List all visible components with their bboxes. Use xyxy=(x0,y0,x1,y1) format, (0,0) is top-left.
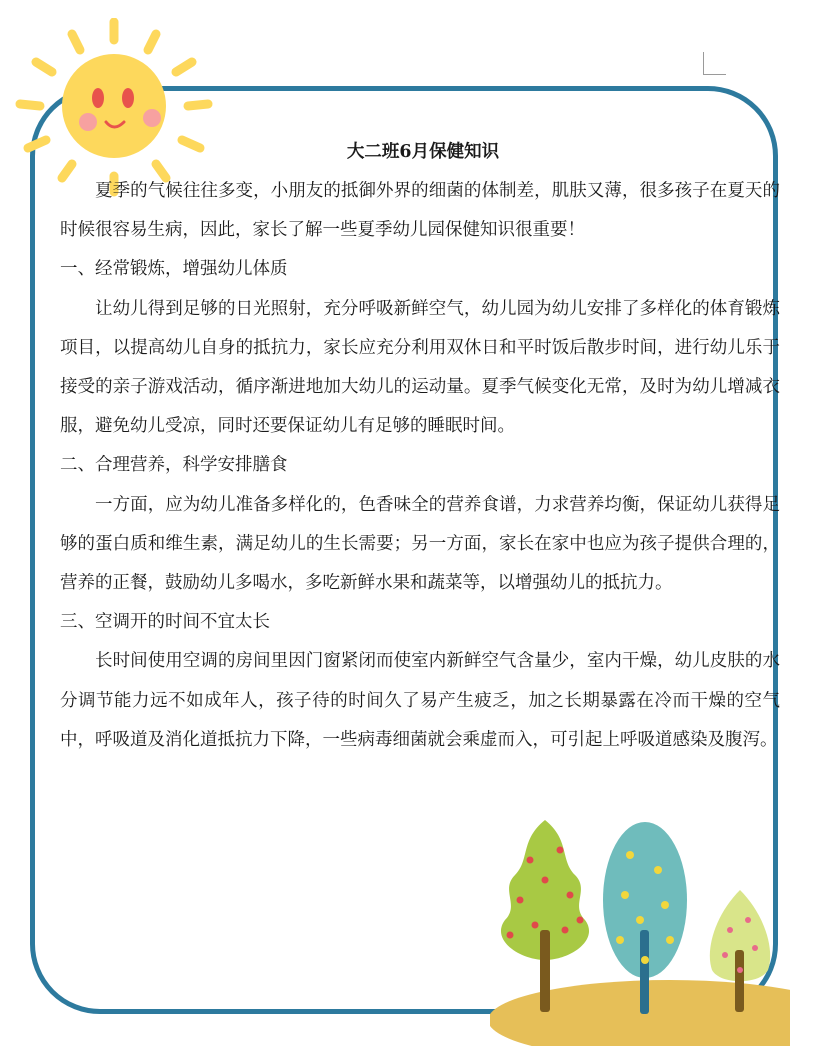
section-3-heading: 三、空调开的时间不宜太长 xyxy=(60,612,270,633)
intro-paragraph: 夏季的气候往往多变，小朋友的抵御外界的细菌的体制差，肌肤又薄，很多孩子在夏天的时候很容易生病，因此，家长了解一些夏季幼儿园保健知识很重要！ xyxy=(60,181,780,241)
sun-left-cheek xyxy=(79,113,97,131)
section-1-body: 让幼儿得到足够的日光照射，充分呼吸新鲜空气，幼儿园为幼儿安排了多样化的体育锻炼项目，以提高幼儿自身的抵抗力，家长应充分利用双休日和平时饭后散步时间，进行幼儿乐于接受的亲子游戏活动，循序渐进地加大幼儿的运动量。夏季气候变化无常，及时为幼儿增减衣服，避免幼儿受凉，同时还要保证幼儿有足够的睡眠时间。 xyxy=(60,298,780,437)
section-3-body: 长时间使用空调的房间里因门窗紧闭而使室内新鲜空气含量少，室内干燥，幼儿皮肤的水分调节能力远不如成年人，孩子待的时间久了易产生疲乏，加之长期暴露在冷而干燥的空气中，呼吸道及消化道抵抗力下降，一些病毒细菌就会乘虚而入，可引起上呼吸道感染及腹泻。 xyxy=(60,651,780,750)
page-corner-crop-mark xyxy=(703,52,726,75)
green-tree xyxy=(501,820,589,1012)
sun-right-eye xyxy=(122,88,134,108)
document-title: 大二班6月保健知识 xyxy=(346,142,500,162)
section-2-body: 一方面，应为幼儿准备多样化的，色香味全的营养食谱，力求营养均衡，保证幼儿获得足够的蛋白质和维生素，满足幼儿的生长需要；另一方面，家长在家中也应为孩子提供合理的，营养的正餐，鼓励幼儿多喝水，多吃新鲜水果和蔬菜等，以增强幼儿的抵抗力。 xyxy=(60,494,780,594)
trees-decoration-icon xyxy=(490,820,790,1046)
document-body xyxy=(60,134,780,760)
section-1-heading: 一、经常锻炼，增强幼儿体质 xyxy=(60,259,288,280)
sun-right-cheek xyxy=(143,109,161,127)
section-2-heading: 二、合理营养，科学安排膳食 xyxy=(60,455,288,476)
sun-left-eye xyxy=(92,88,104,108)
